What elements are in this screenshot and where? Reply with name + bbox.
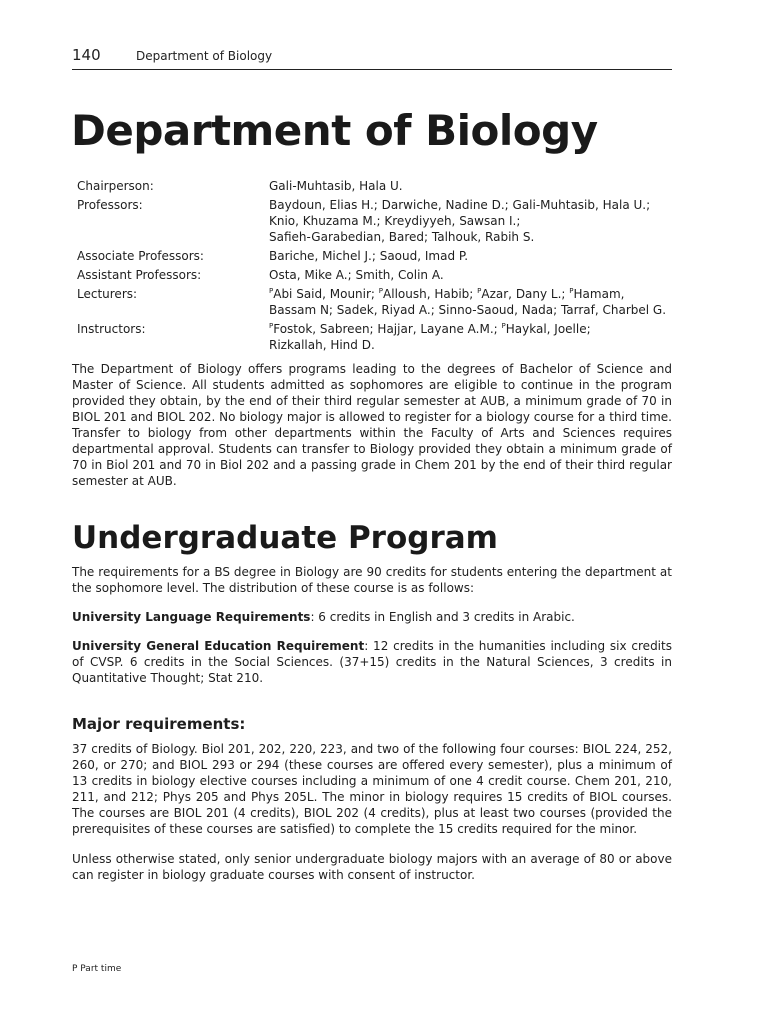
language-requirements-text: : 6 credits in English and 3 credits in Arabic. [310,610,575,624]
faculty-names-line: Osta, Mike A.; Smith, Colin A. [269,268,444,282]
graduate-courses-paragraph: Unless otherwise stated, only senior undergraduate biology majors with an average of 80 or above can register in biology graduate courses with consent of instructor. [72,852,672,882]
faculty-role: Chairperson: [77,179,154,193]
faculty-name: Abi Said, Mounir; [273,287,379,301]
page-title: Department of Biology [71,106,598,155]
undergraduate-heading: Undergraduate Program [72,520,498,556]
faculty-names [269,286,679,318]
faculty-name: Azar, Dany L.; [481,287,570,301]
faculty-row [77,286,677,318]
language-requirements-label: University Language Requirements [72,610,311,624]
major-requirements-paragraph: 37 credits of Biology. Biol 201, 202, 220, 223, and two of the following four courses: BIOL 224, 252, 260, or 270; and BIOL 293 or 294 (these courses are offered every semester), plus a minimum of 13 credits in biology elective courses including a minimum of one 4 credit course. Chem 201, 210, 211, and 212; Phys 205 and Phys 205L. The minor in biology requires 15 credits of BIOL courses. The courses are BIOL 201 (4 credits), BIOL 202 (4 credits), plus at least two courses (provided the prerequisites of these courses are satisfied) to complete the 15 credits required for the minor. [72,742,672,836]
faculty-name: Alloush, Habib; [383,287,478,301]
faculty-names [269,178,679,194]
faculty-role: Assistant Professors: [77,268,202,282]
part-time-marker: P [269,322,274,330]
part-time-marker: P [269,287,274,295]
faculty-names [269,197,679,245]
faculty-row [77,321,677,353]
faculty-names-line: Safieh-Garabedian, Bared; Talhouk, Rabih S. [269,230,535,244]
faculty-row [77,267,677,283]
major-requirements-heading: Major requirements: [72,715,246,733]
faculty-name: Hamam, [573,287,625,301]
faculty-names [269,321,679,353]
faculty-names-line: Bassam N; Sadek, Riyad A.; Sinno-Saoud, Nada; Tarraf, Charbel G. [269,303,667,317]
faculty-names-line [269,286,679,302]
faculty-names [269,267,679,283]
faculty-role: Lecturers: [77,287,138,301]
faculty-names-line: Knio, Khuzama M.; Kreydiyyeh, Sawsan I.; [269,214,521,228]
gened-requirements-text: : 12 credits in the humanities including six credits of CVSP. 6 credits in the Social Sciences. (37+15) credits in the Natural Sciences, 3 credits in Quantitative Thought; Stat 210. [72,639,672,685]
page-number: 140 [72,46,101,64]
faculty-names-line: Baydoun, Elias H.; Darwiche, Nadine D.; Gali-Muhtasib, Hala U.; [269,198,651,212]
faculty-names-line: Gali-Muhtasib, Hala U. [269,179,403,193]
faculty-role: Instructors: [77,322,146,336]
language-requirements-paragraph [72,609,672,625]
intro-paragraph: The Department of Biology offers programs leading to the degrees of Bachelor of Science and Master of Science. All students admitted as sophomores are eligible to continue in the program provided they obtain, by the end of their third regular semester at AUB, a minimum grade of 70 in BIOL 201 and BIOL 202. No biology major is allowed to register for a biology course for a third time. Transfer to biology from other departments within the Faculty of Arts and Sciences requires departmental approval. Students can transfer to Biology provided they obtain a minimum grade of 70 in Biol 201 and 70 in Biol 202 and a passing grade in Chem 201 by the end of their third regular semester at AUB. [72,362,672,488]
faculty-row [77,248,677,264]
undergrad-intro-paragraph: The requirements for a BS degree in Biology are 90 credits for students entering the department at the sophomore level. The distribution of these course is as follows: [72,565,672,595]
faculty-names-line: Bariche, Michel J.; Saoud, Imad P. [269,249,469,263]
faculty-names-line [269,321,679,337]
part-time-marker: P [477,287,482,295]
part-time-marker: P [378,287,384,295]
faculty-role: Professors: [77,198,143,212]
faculty-names-line: Rizkallah, Hind D. [269,338,375,352]
faculty-row [77,178,677,194]
page-header [72,46,672,70]
gened-requirements-label: University General Education Requirement [72,639,365,653]
faculty-name: Haykal, Joelle; [505,322,591,336]
footnote: P Part time [72,964,122,974]
faculty-row [77,197,677,245]
running-head: Department of Biology [136,49,273,63]
faculty-role: Associate Professors: [77,249,204,263]
faculty-name: Fostok, Sabreen; Hajjar, Layane A.M.; [273,322,502,336]
part-time-marker: P [501,322,506,330]
faculty-names [269,248,679,264]
gened-requirements-paragraph [72,638,672,686]
faculty-list [77,178,677,356]
part-time-marker: P [569,287,574,295]
